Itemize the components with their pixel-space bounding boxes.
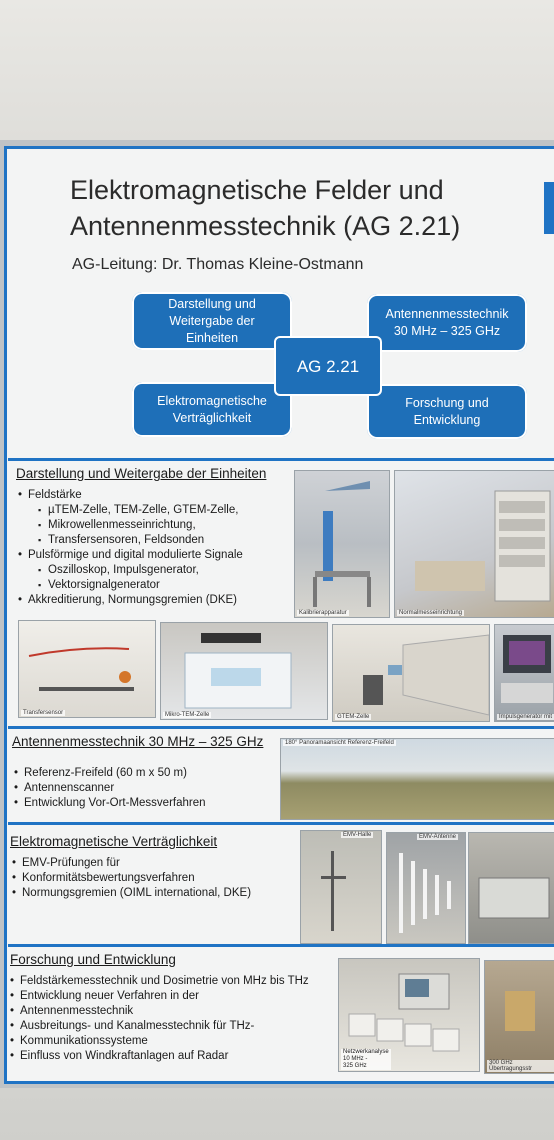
section2-list: [14, 766, 274, 811]
pill-antennenmesstechnik: [367, 294, 527, 352]
photo-caption: Transfersensor: [23, 710, 64, 716]
photo-caption: Kalibrierapparatur: [299, 610, 347, 616]
section1-list: [18, 488, 293, 608]
pill-text: Verträglichkeit: [172, 410, 252, 425]
photo-graphic: [301, 831, 381, 943]
poster-title: [70, 172, 460, 244]
list-item: • Entwicklung neuer Verfahren in der: [10, 989, 340, 1004]
list-item: • Akkreditierung, Normungsgremien (DKE): [18, 593, 293, 608]
list-item: • Feldstärkemesstechnik und Dosimetrie von MHz bis THz: [10, 974, 340, 989]
photo-transfersensor: [18, 620, 156, 718]
list-item-text: Antennenmesstechnik: [20, 1005, 134, 1017]
list-item: • Einfluss von Windkraftanlagen auf Radar: [10, 1049, 340, 1064]
list-item-cont: [10, 1034, 340, 1049]
list-item: ▪ µTEM-Zelle, TEM-Zelle, GTEM-Zelle,: [18, 503, 293, 518]
pill-darstellung: [132, 292, 292, 350]
list-item: • Pulsförmige und digital modulierte Signale: [18, 548, 293, 563]
pill-text: Elektromagnetische: [157, 393, 267, 408]
caption-line: 10 MHz -: [343, 1056, 368, 1062]
list-item-cont: [18, 578, 293, 593]
list-item: • Referenz-Freifeld (60 m x 50 m): [14, 766, 274, 781]
photo-caption: EMV-Halle: [343, 832, 372, 838]
photo-graphic: [485, 961, 554, 1073]
photo-caption: Mikro-TEM-Zelle: [165, 712, 210, 718]
photo-mikro-tem-zelle: [160, 622, 328, 720]
wall-bottom: [0, 1088, 554, 1140]
pill-text: Antennenmesstechnik: [385, 307, 509, 321]
caption-line: Netzwerkanalyse: [343, 1049, 389, 1055]
photo-caption: [341, 1049, 391, 1070]
pill-text: 30 MHz – 325 GHz: [393, 324, 501, 338]
pill-text: Forschung und: [405, 395, 489, 410]
section-title-antennenmesstechnik: Antennenmesstechnik 30 MHz – 325 GHz: [12, 734, 264, 749]
photo-emv-antenne: [386, 832, 466, 944]
photo-gtem-zelle: [332, 624, 490, 722]
poster-subtitle: AG-Leitung: Dr. Thomas Kleine-Ostmann: [72, 256, 364, 273]
photo-graphic: [295, 471, 389, 617]
photo-caption: Normalmesseinrichtung: [399, 610, 463, 616]
photo-caption: Impulsgenerator mit: [499, 714, 553, 720]
section-divider: [8, 458, 554, 461]
list-item-cont: [18, 533, 293, 548]
pill-text: Weitergabe der: [169, 313, 255, 328]
list-item: • Normungsgremien (OIML international, DKE): [12, 886, 302, 901]
photo-graphic: [469, 833, 554, 943]
photo-caption: GTEM-Zelle: [337, 714, 370, 720]
photo-caption: EMV-Antenne: [419, 834, 457, 840]
pill-emv: [132, 382, 292, 437]
list-item-text: Kommunikationssysteme: [20, 1035, 148, 1047]
section3-list: [12, 856, 302, 901]
photo-impulsgenerator: [494, 624, 554, 722]
pill-text: Einheiten: [185, 330, 239, 345]
section-divider: [8, 944, 554, 947]
caption-line: 325 GHz: [343, 1063, 367, 1069]
photo-graphic: [495, 625, 554, 721]
list-item-cont: [10, 1004, 340, 1019]
photo-graphic: [395, 471, 554, 617]
list-item: ▪ Oszilloskop, Impulsgenerator,: [18, 563, 293, 578]
section4-list: [10, 974, 340, 1064]
section-divider: [8, 726, 554, 729]
list-item: • Ausbreitungs- und Kanalmesstechnik für THz-: [10, 1019, 340, 1034]
section-divider: [8, 822, 554, 825]
photo-normalmesseinrichtung: [394, 470, 554, 618]
photo-emv-halle: [300, 830, 382, 944]
photo-graphic: [387, 833, 465, 943]
wall-background: [0, 0, 554, 140]
list-item-cont: [12, 871, 302, 886]
section-title-forschung: Forschung und Entwicklung: [10, 952, 176, 967]
pill-center-text: AG 2.21: [296, 356, 360, 376]
pill-forschung: [367, 384, 527, 439]
photo-ubertragungsstrecke: [484, 960, 554, 1074]
photo-caption: 300 GHz Übertragungsstr: [487, 1060, 554, 1072]
pill-text: Darstellung und: [168, 296, 256, 311]
list-item: • Antennenscanner: [14, 781, 274, 796]
photo-kalibrierapparatur: [294, 470, 390, 618]
list-item-text: Vektorsignalgenerator: [48, 579, 160, 591]
photo-graphic: [161, 623, 327, 719]
list-item-text: Mikrowellenmesseinrichtung,: [48, 519, 196, 531]
photo-referenz-freifeld: [280, 738, 554, 820]
photo-graphic: [19, 621, 155, 717]
section-title-emv: Elektromagnetische Verträglichkeit: [10, 834, 218, 849]
list-item-cont: [18, 518, 293, 533]
list-item: • Feldstärke: [18, 488, 293, 503]
section-title-darstellung: Darstellung und Weitergabe der Einheiten: [16, 466, 267, 481]
photo-emv-geraet: [468, 832, 554, 944]
pill-center: [274, 336, 382, 396]
pill-text: Entwicklung: [413, 412, 481, 427]
photo-caption: 180° Panoramaansicht Referenz-Freifeld: [285, 740, 394, 746]
photo-netzwerkanalyse: [338, 958, 480, 1072]
list-item-text: Transfersensoren, Feldsonden: [48, 534, 205, 546]
title-line-2: Antennenmesstechnik (AG 2.21): [70, 211, 461, 241]
title-line-1: Elektromagnetische Felder und: [70, 175, 444, 205]
list-item: • EMV-Prüfungen für: [12, 856, 302, 871]
photo-graphic: [333, 625, 489, 721]
list-item: • Entwicklung Vor-Ort-Messverfahren: [14, 796, 274, 811]
accent-tab: [544, 182, 554, 234]
list-item-text: Konformitätsbewertungsverfahren: [22, 872, 195, 884]
